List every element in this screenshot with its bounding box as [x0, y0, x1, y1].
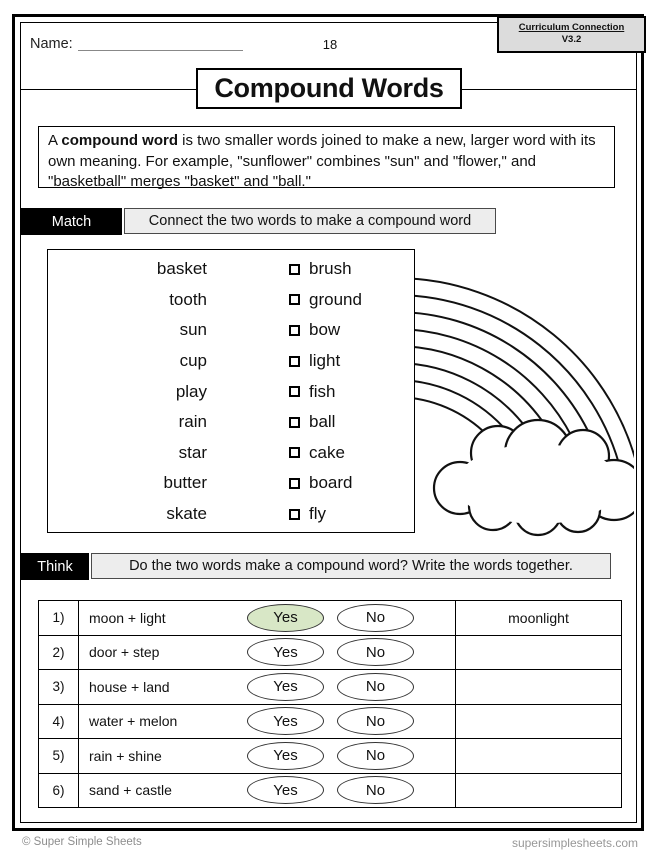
yes-option[interactable]: Yes: [247, 673, 324, 701]
row-number: 1): [39, 601, 79, 635]
match-instruction: Connect the two words to make a compound word: [124, 208, 496, 234]
word-pair: water + melon: [89, 713, 178, 730]
match-right-word[interactable]: fly: [309, 504, 326, 524]
page-title: Compound Words: [196, 68, 462, 109]
checkbox-icon[interactable]: [289, 264, 300, 275]
match-right-word[interactable]: bow: [309, 320, 341, 340]
no-option[interactable]: No: [337, 776, 414, 804]
table-row: [39, 636, 621, 671]
match-row: [48, 407, 414, 438]
answer-cell[interactable]: [456, 636, 621, 670]
row-number: 3): [39, 670, 79, 704]
checkbox-icon[interactable]: [289, 417, 300, 428]
yes-option[interactable]: Yes: [247, 742, 324, 770]
curriculum-connection-badge: [497, 16, 646, 53]
match-right-word[interactable]: board: [309, 473, 353, 493]
word-pair: door + step: [89, 644, 160, 661]
name-label: Name:: [30, 36, 73, 52]
row-number: 4): [39, 705, 79, 739]
checkbox-icon[interactable]: [289, 478, 300, 489]
row-number: 5): [39, 739, 79, 773]
curriculum-version: V3.2: [561, 34, 582, 45]
intro-definition-box: [38, 126, 615, 188]
checkbox-icon[interactable]: [289, 356, 300, 367]
match-left-word[interactable]: star: [178, 442, 207, 462]
row-number: 6): [39, 774, 79, 808]
match-right-word[interactable]: cake: [309, 442, 345, 462]
yes-option[interactable]: Yes: [247, 638, 324, 666]
intro-rest: is two smaller words joined to make a new, larger word with its own meaning. For example, "sunflower" combines "sun" and "flower," and "basketball" merges "basket" and "ball.": [48, 132, 596, 190]
table-row: [39, 601, 621, 636]
match-row: [48, 254, 414, 285]
match-row: [48, 376, 414, 407]
think-section-label: Think: [21, 553, 89, 580]
checkbox-icon[interactable]: [289, 294, 300, 305]
match-row: [48, 315, 414, 346]
answer-cell[interactable]: [456, 705, 621, 739]
match-right-word[interactable]: ground: [309, 289, 362, 309]
match-left-word[interactable]: cup: [179, 351, 207, 371]
answer-cell[interactable]: [456, 670, 621, 704]
match-section-label: Match: [21, 208, 122, 235]
match-row: [48, 468, 414, 499]
word-pair: rain + shine: [89, 747, 162, 764]
name-input-line[interactable]: [78, 34, 243, 51]
match-left-word[interactable]: sun: [179, 320, 207, 340]
checkbox-icon[interactable]: [289, 386, 300, 397]
answer-cell[interactable]: [456, 774, 621, 808]
yes-option[interactable]: Yes: [247, 707, 324, 735]
rainbow-cloud-illustration: [398, 248, 634, 540]
word-pair: house + land: [89, 678, 170, 695]
answer-cell[interactable]: [456, 739, 621, 773]
table-row: [39, 670, 621, 705]
yes-option[interactable]: Yes: [247, 776, 324, 804]
match-word-list: [47, 249, 415, 533]
match-right-word[interactable]: fish: [309, 381, 336, 401]
match-left-word[interactable]: basket: [156, 259, 207, 279]
curriculum-connection-title: Curriculum Connection: [518, 22, 625, 33]
table-row: [39, 774, 621, 808]
match-left-word[interactable]: tooth: [169, 289, 207, 309]
match-row: [48, 438, 414, 469]
website-link[interactable]: supersimplesheets.com: [511, 836, 638, 850]
think-table: [38, 600, 622, 808]
match-right-word[interactable]: ball: [309, 412, 336, 432]
match-left-word[interactable]: butter: [163, 473, 207, 493]
match-row: [48, 346, 414, 377]
match-left-word[interactable]: skate: [166, 504, 207, 524]
no-option[interactable]: No: [337, 604, 414, 632]
word-pair: moon + light: [89, 609, 166, 626]
checkbox-icon[interactable]: [289, 325, 300, 336]
copyright-text: © Super Simple Sheets: [22, 836, 142, 848]
match-left-word[interactable]: rain: [178, 412, 207, 432]
intro-prefix: A: [48, 132, 62, 149]
think-instruction: Do the two words make a compound word? Write the words together.: [91, 553, 611, 579]
word-pair: sand + castle: [89, 782, 172, 799]
match-row: [48, 499, 414, 530]
no-option[interactable]: No: [337, 638, 414, 666]
page-number: 18: [322, 37, 338, 52]
no-option[interactable]: No: [337, 707, 414, 735]
yes-option[interactable]: Yes: [247, 604, 324, 632]
match-right-word[interactable]: light: [309, 351, 341, 371]
match-left-word[interactable]: play: [175, 381, 207, 401]
table-row: [39, 705, 621, 740]
intro-bold-term: compound word: [61, 132, 179, 149]
no-option[interactable]: No: [337, 742, 414, 770]
checkbox-icon[interactable]: [289, 509, 300, 520]
checkbox-icon[interactable]: [289, 447, 300, 458]
no-option[interactable]: No: [337, 673, 414, 701]
table-row: [39, 739, 621, 774]
answer-cell[interactable]: moonlight: [508, 609, 569, 626]
match-row: [48, 285, 414, 316]
row-number: 2): [39, 636, 79, 670]
match-right-word[interactable]: brush: [309, 259, 352, 279]
